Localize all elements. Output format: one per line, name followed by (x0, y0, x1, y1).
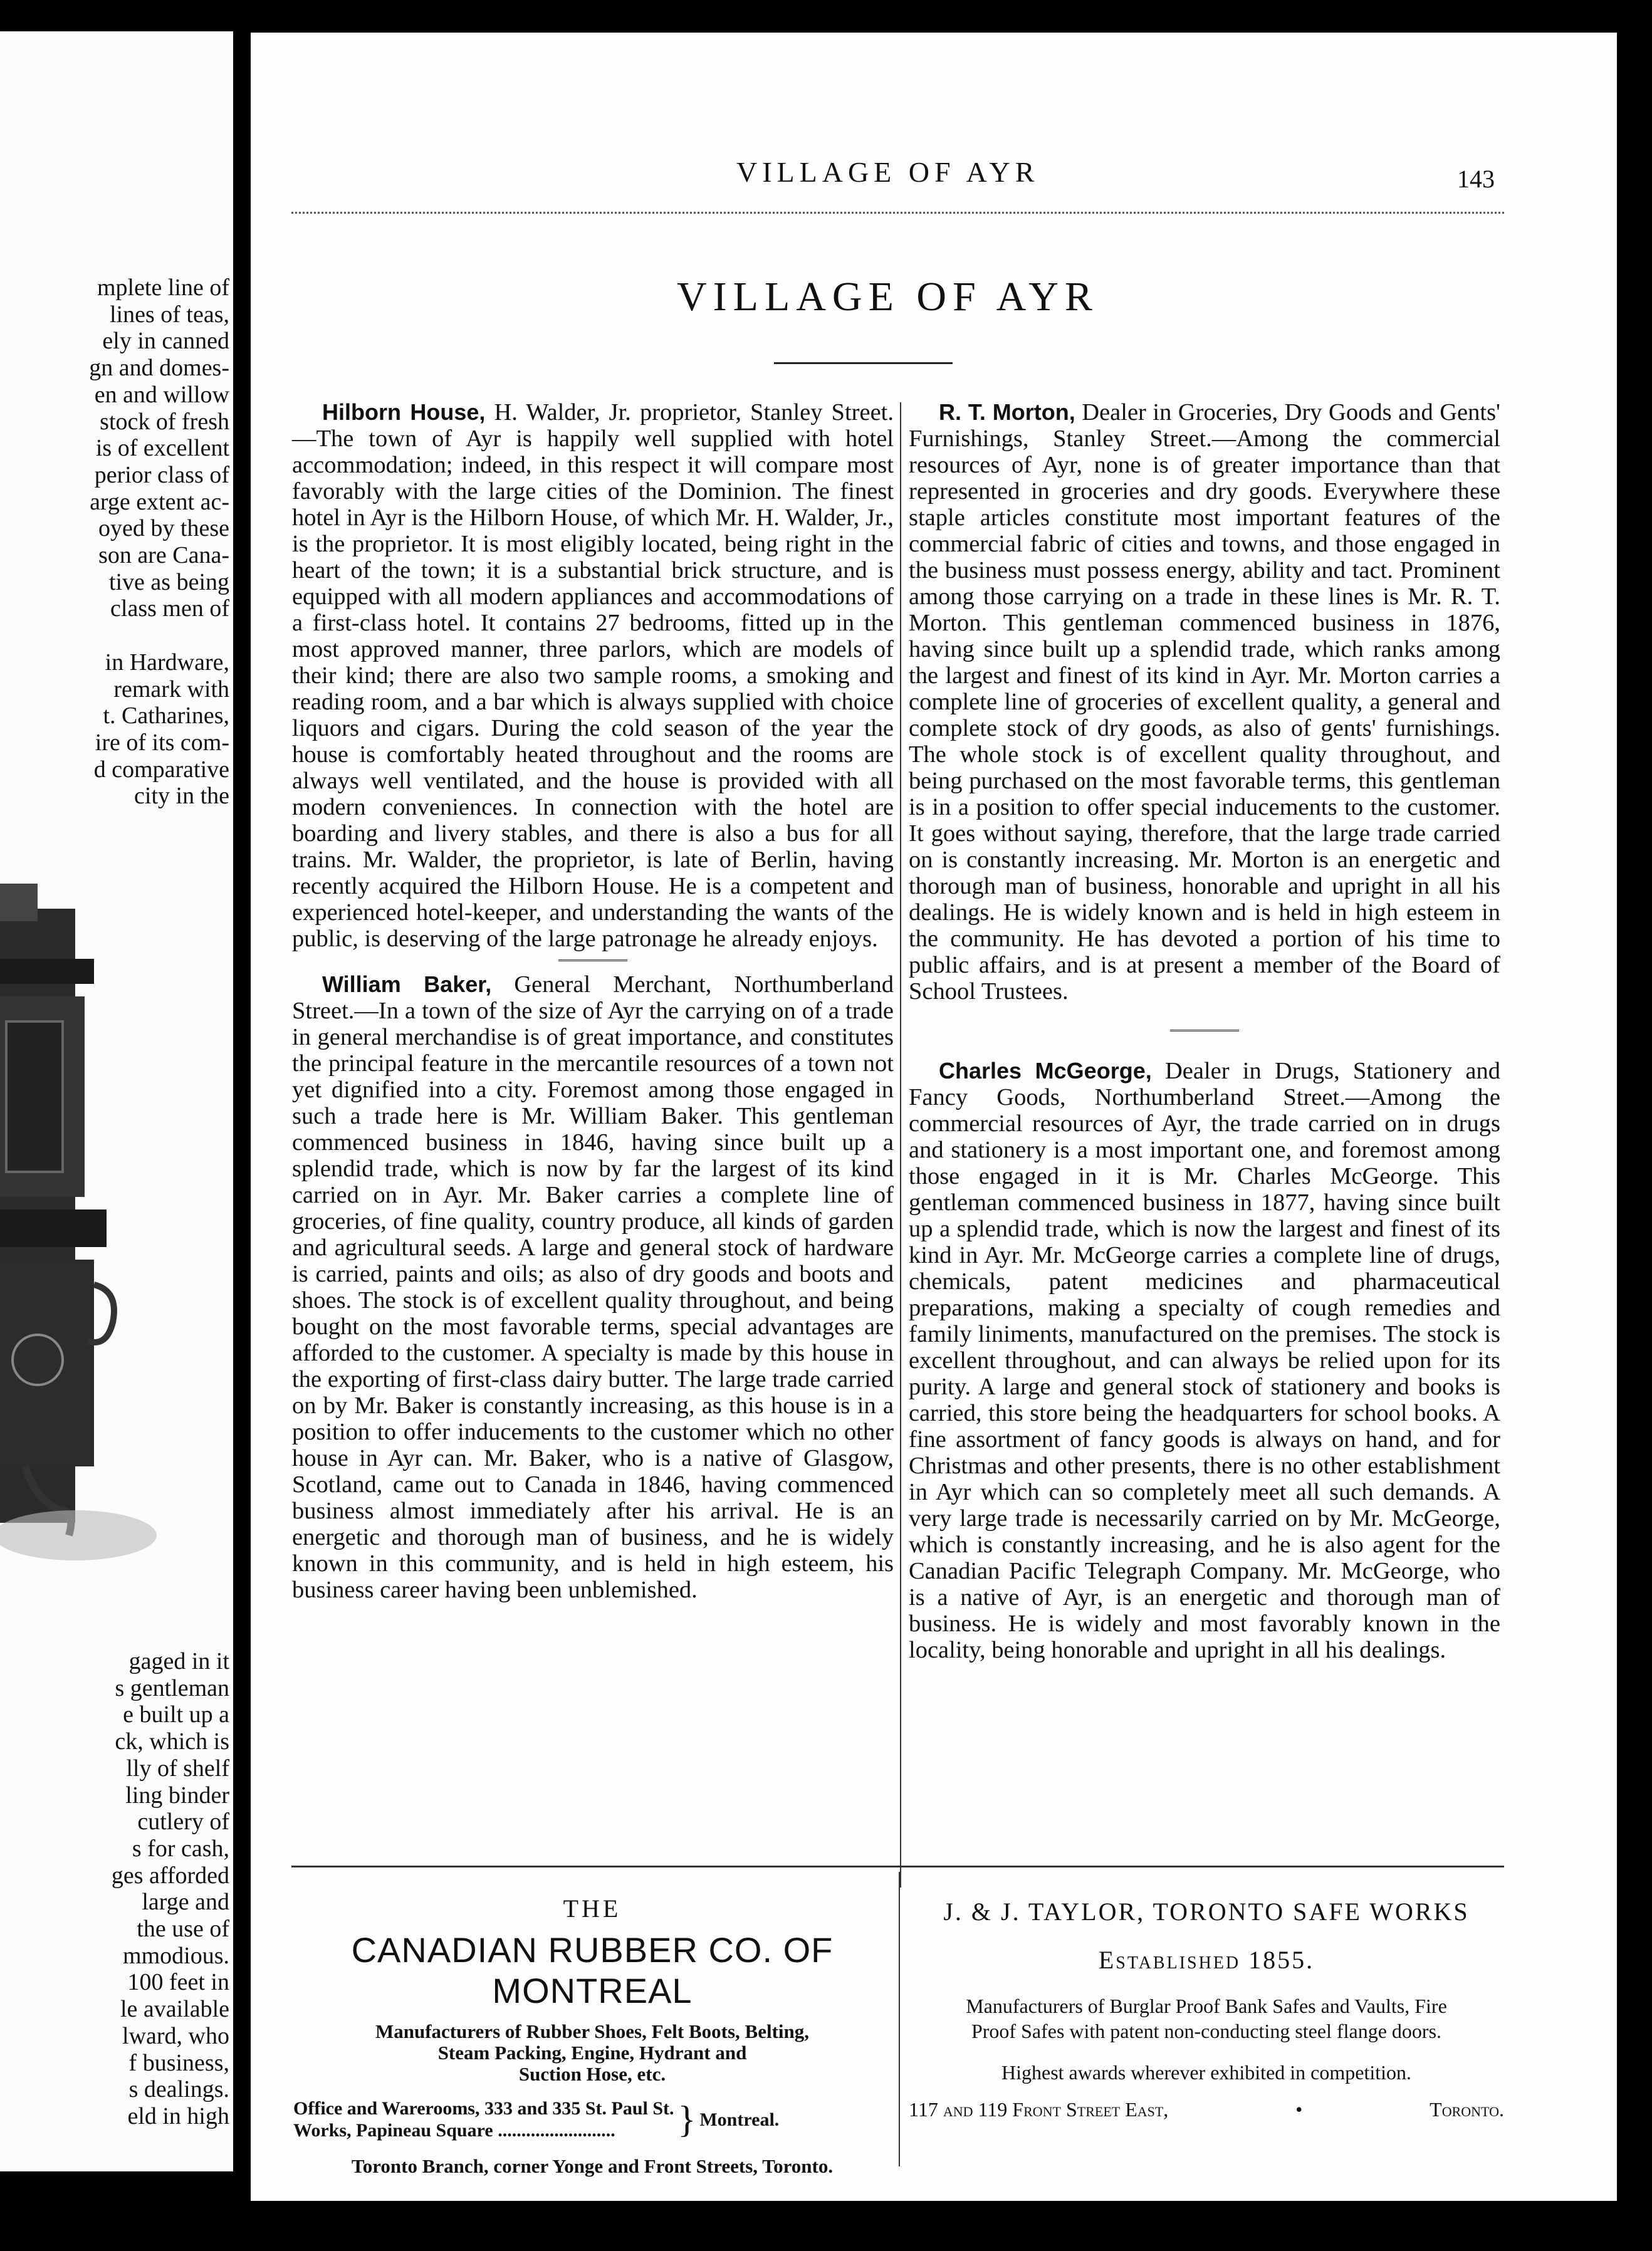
ads-divider (899, 1872, 900, 2166)
fragment-line: the use of (137, 1916, 229, 1943)
fragment-line: lward, who (122, 2022, 229, 2049)
fragment-line: mplete line of (97, 274, 229, 301)
article-william-baker (292, 971, 894, 1603)
article-separator (1170, 1030, 1239, 1033)
fragment-line: class men of (110, 595, 229, 622)
ad-office-city: Montreal. (699, 2109, 780, 2130)
fragment-line: ely in canned (102, 328, 229, 355)
ad-address: 117 and 119 Front Street East, (909, 2098, 1169, 2121)
fragment-line: gn and domes- (89, 355, 229, 382)
brace-glyph: } (677, 2098, 696, 2140)
fragment-line: eld in high (127, 2102, 229, 2129)
fragment-line: 100 feet in (127, 1969, 229, 1996)
fragment-line: ire of its com- (95, 729, 229, 756)
article-lead: Charles McGeorge, (939, 1058, 1152, 1084)
fragment-line: gaged in it (128, 1648, 229, 1674)
fragment-line: s for cash, (132, 1835, 229, 1862)
fragment-line: en and willow (94, 381, 229, 408)
article-separator (558, 959, 627, 963)
page-number: 143 (1457, 165, 1495, 193)
right-column (909, 399, 1500, 1663)
fragment-line: large and (142, 1889, 229, 1916)
ad-title: J. & J. TAYLOR, TORONTO SAFE WORKS (943, 1898, 1470, 1926)
fragment-line: arge extent ac- (90, 488, 229, 515)
fragment-line: stock of fresh (100, 408, 229, 435)
article-charles-mcgeorge (909, 1058, 1500, 1663)
fragment-line: d comparative (93, 756, 229, 783)
left-page-text-bottom (4, 1648, 229, 2130)
column-divider (900, 402, 901, 1888)
ad-the: THE (563, 1894, 622, 1923)
fragment-line: cutlery of (137, 1809, 229, 1836)
ad-description (288, 2021, 896, 2085)
ad-awards: Highest awards wherever exhibited in competition. (1001, 2061, 1412, 2084)
fragment-line: mmodious. (123, 1942, 229, 1969)
ads-rule (291, 1866, 1504, 1867)
left-column (292, 399, 894, 1603)
article-text: H. Walder, Jr. proprietor, Stanley Street.—The town of Ayr is happily well supplied with hotel accommodation; indeed, in this respect it will compare most favorably with the large cities of the Dominion. The finest hotel in Ayr is the Hilborn House, of which Mr. H. Walder, Jr., is the proprietor. It is most eligibly located, being right in the heart of the town; it is a substantial brick structure, and is equipped with all modern appliances and accommodations of a first-class hotel. It contains 27 bedrooms, fitted up in the most approved manner, three parlors, which are models of their kind; there are also two sample rooms, a smoking and reading room, and a bar which is always supplied with choice liquors and cigars. During the cold season of the year the house is comfortably heated throughout and the rooms are always well ventilated, and the house is provided with all modern conveniences. In connection with the hotel are boarding and livery stables, and there is also a bus for all trains. Mr. Walder, the proprietor, is late of Berlin, having recently acquired the Hilborn House. He is a competent and experienced hotel-keeper, and understanding the wants of the public, is deserving of the large patronage he already enjoys. (292, 399, 894, 952)
fragment-line: in Hardware, (105, 649, 229, 676)
ad-desc-line: Proof Safes with patent non-conducting steel flange doors. (971, 2020, 1442, 2042)
fragment-line: perior class of (94, 461, 229, 488)
bullet-glyph: • (1295, 2098, 1303, 2121)
fragment-line: f business, (128, 2049, 229, 2076)
fragment-line: t. Catharines, (103, 702, 229, 729)
article-text: Dealer in Drugs, Stationery and Fancy Goods, Northumberland Street.—Among the commercial resources of Ayr, the trade carried on in drugs and stationery is a most important one, and foremost among those engaged in it is Mr. Charles McGeorge. This gentleman commenced business in 1877, having since built up a splendid trade, which is now the largest and finest of its kind in Ayr. Mr. McGeorge carries a complete line of drugs, chemicals, patent medicines and pharmaceutical preparations, making a specialty of cough remedies and family liniments, manufactured on the premises. The stock is excellent throughout, and can always be relied upon for its purity. A large and general stock of stationery and books is carried, this store being the headquarters for school books. A fine assortment of fancy goods is always on hand, and for Christmas and other presents, there is no other establishment in Ayr which can so completely meet all such demands. A very large trade is necessarily carried on by Mr. McGeorge, which is constantly increasing, and he is also agent for the Canadian Pacific Telegraph Company. Mr. McGeorge, who is a native of Ayr, is an energetic and thorough man of business. He is widely and most favorably known in the locality, being honorable and upright in all his dealings. (909, 1058, 1500, 1663)
fragment-line: lines of teas, (109, 301, 229, 328)
ad-established: Established 1855. (1098, 1946, 1315, 1974)
left-page-text-top (4, 274, 229, 810)
article-rt-morton (909, 399, 1500, 1005)
fragment-line: s gentleman (115, 1674, 229, 1701)
title-rule (774, 362, 953, 364)
left-page-fragment (0, 31, 233, 2171)
fragment-line: e built up a (123, 1701, 229, 1728)
fragment-line: city in the (134, 783, 229, 810)
article-text: Dealer in Groceries, Dry Goods and Gents' Furnishings, Stanley Street.—Among the commercial resources of Ayr, none is of greater importance than that represented in groceries and dry goods. Everywhere these staple articles constitute most important features of the commercial fabric of cities and towns, and those engaged in the business must possess energy, ability and tact. Prominent among those carrying on a trade in these lines is Mr. R. T. Morton. This gentleman commenced business in 1876, having since built up a splendid trade, which ranks among the largest and finest of its kind in Ayr. Mr. Morton carries a complete line of groceries of excellent quality, a general and complete stock of dry goods, as also of gents' furnishings. The whole stock is of excellent quality throughout, and being purchased on the most favorable terms, this gentleman is in a position to offer special inducements to the customer. It goes without saying, therefore, that the large trade carried on is constantly increasing. Mr. Morton is an energetic and thorough man of business, honorable and upright in all his dealings. He is widely known and is held in high esteem in the community. He has devoted a portion of his time to public affairs, and is at present a member of the Board of School Trustees. (909, 399, 1500, 1005)
fragment-line (4, 622, 229, 649)
ad-desc-line: Manufacturers of Burglar Proof Bank Safes and Vaults, Fire (966, 1995, 1447, 2017)
ad-branch: Toronto Branch, corner Yonge and Front Streets, Toronto. (351, 2155, 834, 2177)
ad-desc-line: Steam Packing, Engine, Hydrant and (437, 2042, 747, 2064)
ad-canadian-rubber (288, 1875, 896, 2178)
header-rule (291, 212, 1504, 214)
ad-description (909, 1993, 1504, 2044)
ad-works-line: Works, Papineau Square ......................... (293, 2120, 615, 2141)
article-lead: Hilborn House, (322, 399, 486, 425)
ad-city: Toronto. (1430, 2098, 1504, 2121)
fragment-line: le available (120, 1996, 229, 2023)
ad-company-name: CANADIAN RUBBER CO. OF MONTREAL (351, 1930, 834, 2010)
fragment-line: ck, which is (115, 1728, 229, 1755)
fragment-line: lly of shelf (126, 1755, 229, 1782)
article-text: General Merchant, Northumberland Street.—In a town of the size of Ayr the carrying on of a trade in general merchandise is of great importance, and constitutes the principal feature in the mercantile resources of a town not yet dignified into a city. Foremost among those engaged in such a trade here is Mr. William Baker. This gentleman commenced business in 1846, having since built up a splendid trade, which is now by far the largest of its kind carried on in Ayr. Mr. Baker carries a complete line of groceries, of fine quality, country produce, all kinds of garden and agricultural seeds. A large and general stock of hardware is carried, paints and oils; as also of dry goods and boots and shoes. The stock is of excellent quality throughout, and being bought on the most favorable terms, special advantages are afforded to the customer. A specialty is made by this house in the exporting of first-class dairy butter. The large trade carried on by Mr. Baker is constantly increasing, as this house is in a position to offer inducements to the customer which no other house in Ayr can. Mr. Baker, who is a native of Glasgow, Scotland, came out to Canada in 1846, having commenced business almost immediately after his arrival. He is an energetic and thorough man of business, and he is widely known in this community, and is held in high esteem, his business career having been unblemished. (292, 971, 894, 1603)
fragment-line: s dealings. (128, 2076, 229, 2103)
fragment-line: is of excellent (95, 435, 229, 462)
ad-address-row (909, 2098, 1504, 2121)
right-page (251, 33, 1617, 2201)
page-title: VILLAGE OF AYR (677, 274, 1099, 320)
fragment-line: son are Cana- (98, 542, 229, 569)
fragment-line: tive as being (108, 568, 229, 595)
stove-illustration (0, 884, 157, 1560)
fragment-line: ges afforded (111, 1862, 229, 1889)
fragment-line: remark with (113, 676, 229, 702)
ad-office-block (288, 2097, 896, 2141)
article-lead: William Baker, (322, 971, 492, 997)
fragment-line: ling binder (125, 1782, 229, 1809)
ad-desc-line: Suction Hose, etc. (518, 2063, 666, 2085)
ad-taylor-safe-works (909, 1897, 1504, 2121)
article-lead: R. T. Morton, (939, 399, 1075, 425)
running-title: VILLAGE OF AYR (736, 156, 1040, 188)
fragment-line: oyed by these (98, 515, 229, 542)
ad-desc-line: Manufacturers of Rubber Shoes, Felt Boots, Belting, (375, 2020, 810, 2042)
article-hilborn-house (292, 399, 894, 952)
ad-office-line: Office and Warerooms, 333 and 335 St. Paul St. (293, 2098, 674, 2119)
